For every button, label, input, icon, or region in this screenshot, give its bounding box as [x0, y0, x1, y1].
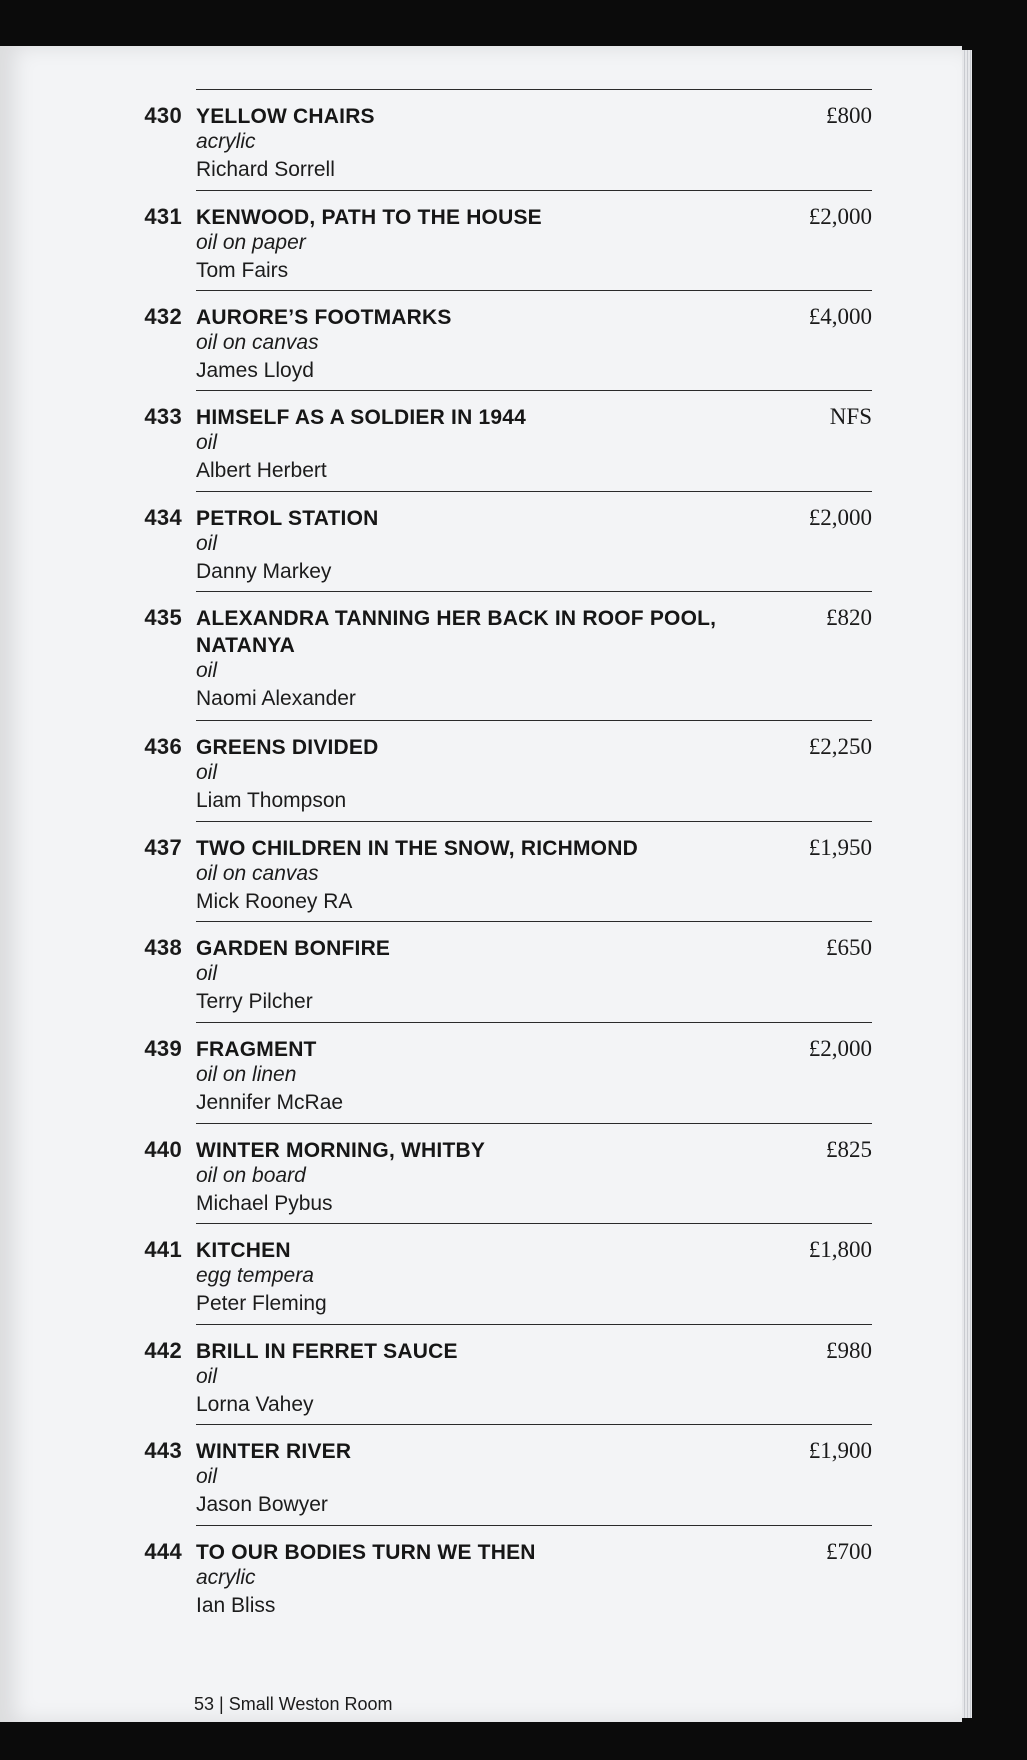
entry-number: 435 [144, 605, 182, 630]
entry-price: £2,250 [808, 734, 872, 759]
entry-title: PETROL STATION [196, 507, 379, 530]
entry-title: GREENS DIVIDED [196, 736, 379, 759]
entry-title: BRILL IN FERRET SAUCE [196, 1340, 458, 1363]
entry-artist: Jason Bowyer [196, 1493, 328, 1516]
entry-medium: oil [196, 962, 218, 985]
entry-price: £1,800 [808, 1237, 872, 1262]
page-number: 53 [194, 1694, 215, 1714]
entry-medium: oil [196, 431, 218, 454]
entry-title: WINTER MORNING, WHITBY [196, 1139, 486, 1162]
catalogue-entry [0, 1123, 962, 1223]
entry-title: GARDEN BONFIRE [196, 937, 391, 960]
entry-artist: Tom Fairs [196, 259, 289, 282]
catalogue-entry [0, 390, 962, 490]
entry-artist: Jennifer McRae [196, 1091, 344, 1114]
entry-title: YELLOW CHAIRS [196, 105, 375, 128]
entry-title: WINTER RIVER [196, 1440, 352, 1463]
entry-price: £800 [826, 103, 872, 128]
entry-divider [196, 390, 872, 391]
catalogue-entry [0, 1223, 962, 1323]
entry-number: 433 [144, 404, 182, 429]
entry-medium: oil on paper [196, 231, 306, 254]
entry-number: 440 [144, 1137, 182, 1162]
entry-title: HIMSELF AS A SOLDIER IN 1944 [196, 406, 526, 429]
entry-number: 430 [144, 103, 182, 128]
entry-artist: Danny Markey [196, 560, 332, 583]
entry-number: 444 [144, 1539, 182, 1564]
entry-artist: Terry Pilcher [196, 990, 313, 1013]
entry-artist: Richard Sorrell [196, 158, 335, 181]
entry-number: 437 [144, 835, 182, 860]
room-name: Small Weston Room [228, 1694, 393, 1714]
entry-artist: Liam Thompson [196, 789, 347, 812]
entry-number: 431 [144, 204, 182, 229]
entry-medium: oil on board [196, 1164, 306, 1187]
entry-divider [196, 190, 872, 191]
entry-artist: Ian Bliss [196, 1594, 276, 1617]
catalogue-entry [0, 821, 962, 921]
catalogue-entry [0, 89, 962, 189]
entry-medium: egg tempera [196, 1264, 314, 1287]
entry-price: £2,000 [808, 505, 872, 530]
catalogue-entry [0, 921, 962, 1021]
entry-title: FRAGMENT [196, 1038, 317, 1061]
entry-title: TO OUR BODIES TURN WE THEN [196, 1541, 536, 1564]
entry-divider [196, 591, 872, 592]
entry-title: TWO CHILDREN IN THE SNOW, RICHMOND [196, 837, 638, 860]
entry-artist: Lorna Vahey [196, 1393, 314, 1416]
footer-separator: | [219, 1694, 224, 1714]
entry-price: £1,900 [808, 1438, 872, 1463]
entry-artist: Michael Pybus [196, 1192, 333, 1215]
entry-title: KITCHEN [196, 1239, 291, 1262]
entry-number: 441 [144, 1237, 182, 1262]
entry-divider [196, 1525, 872, 1526]
entry-medium: oil on canvas [196, 331, 319, 354]
entry-price: NFS [829, 404, 872, 429]
entry-medium: oil [196, 1465, 218, 1488]
catalogue-entry [0, 491, 962, 591]
entry-number: 432 [144, 304, 182, 329]
entry-number: 434 [144, 505, 182, 530]
entry-medium: oil [196, 532, 218, 555]
entry-price: £980 [826, 1338, 872, 1363]
entry-title: ALEXANDRA TANNING HER BACK IN ROOF POOL, NATANYA [196, 607, 717, 657]
catalogue-entry [0, 1022, 962, 1122]
entry-price: £820 [826, 605, 872, 630]
catalogue-entry [0, 591, 962, 710]
entry-medium: acrylic [196, 1566, 256, 1589]
catalogue-entry [0, 1525, 962, 1625]
entry-divider [196, 89, 872, 90]
page-footer [194, 1694, 392, 1715]
entry-artist: Peter Fleming [196, 1292, 327, 1315]
catalogue-entry [0, 1424, 962, 1524]
entry-number: 436 [144, 734, 182, 759]
entry-divider [196, 720, 872, 721]
entry-price: £2,000 [808, 204, 872, 229]
entry-medium: acrylic [196, 130, 256, 153]
entry-medium: oil [196, 659, 218, 682]
catalogue-page [0, 46, 962, 1722]
entry-artist: Mick Rooney RA [196, 890, 353, 913]
entry-price: £1,950 [808, 835, 872, 860]
entry-divider [196, 921, 872, 922]
entry-price: £650 [826, 935, 872, 960]
entry-divider [196, 1022, 872, 1023]
catalogue-entry [0, 1324, 962, 1424]
entry-number: 438 [144, 935, 182, 960]
entry-price: £2,000 [808, 1036, 872, 1061]
entry-divider [196, 1324, 872, 1325]
catalogue-entry [0, 190, 962, 290]
entry-medium: oil [196, 761, 218, 784]
entry-divider [196, 1123, 872, 1124]
entry-number: 439 [144, 1036, 182, 1061]
entry-price: £825 [826, 1137, 872, 1162]
entry-medium: oil on linen [196, 1063, 297, 1086]
entry-divider [196, 821, 872, 822]
entry-number: 442 [144, 1338, 182, 1363]
entry-artist: Albert Herbert [196, 459, 327, 482]
entry-title: KENWOOD, PATH TO THE HOUSE [196, 206, 542, 229]
catalogue-entry [0, 290, 962, 390]
entry-divider [196, 1424, 872, 1425]
entry-artist: James Lloyd [196, 359, 314, 382]
entry-divider [196, 290, 872, 291]
entry-medium: oil on canvas [196, 862, 319, 885]
page-edges [962, 50, 972, 1718]
catalogue-entry [0, 720, 962, 820]
entry-title: AURORE’S FOOTMARKS [196, 306, 452, 329]
entry-divider [196, 1223, 872, 1224]
entry-artist: Naomi Alexander [196, 687, 356, 710]
entry-divider [196, 491, 872, 492]
entry-medium: oil [196, 1365, 218, 1388]
entry-number: 443 [144, 1438, 182, 1463]
entry-price: £4,000 [808, 304, 872, 329]
entry-price: £700 [826, 1539, 872, 1564]
